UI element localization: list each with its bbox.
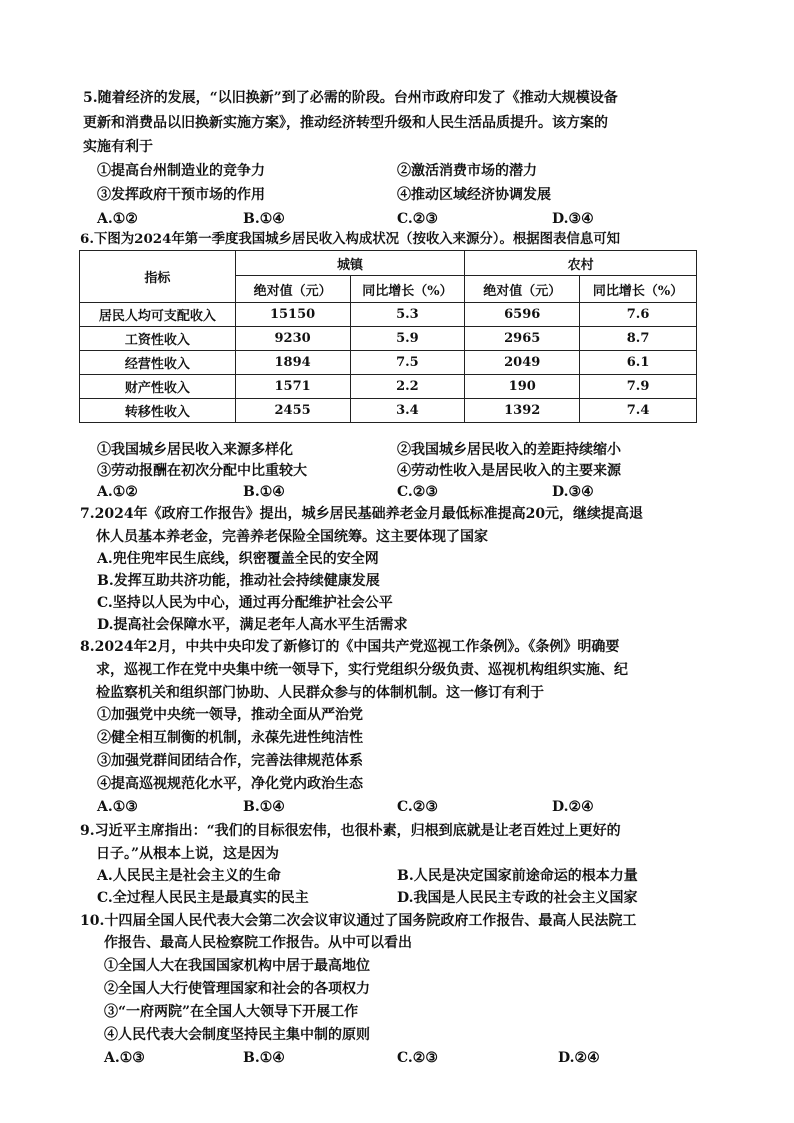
cell-urban-abs: 2455 <box>235 399 350 423</box>
q5-stem-line3: 实施有利于 <box>83 139 153 155</box>
cell-rural-abs: 1392 <box>465 399 580 423</box>
cell-urban-abs: 1571 <box>235 375 350 399</box>
cell-rural-growth: 8.7 <box>580 327 697 351</box>
q9-stem-line1: 9.习近平主席指出：“我们的目标很宏伟，也很朴素，归根到底就是让老百姓过上更好的 <box>80 823 621 839</box>
q10-choice-c: C.②③ <box>397 1050 438 1066</box>
q9-stem-line2: 日子。”从根本上说，这是因为 <box>96 846 280 862</box>
table-row <box>80 399 697 423</box>
income-table <box>79 250 697 423</box>
row-label: 财产性收入 <box>80 375 236 399</box>
cell-urban-growth: 2.2 <box>350 375 465 399</box>
cell-rural-abs: 6596 <box>465 303 580 327</box>
q5-choice-b: B.①④ <box>243 211 285 227</box>
table-header-urban-growth: 同比增长（%） <box>350 276 465 303</box>
q6-item-4: ④劳动性收入是居民收入的主要来源 <box>397 463 621 479</box>
table-row <box>80 303 697 327</box>
cell-urban-growth: 5.3 <box>350 303 465 327</box>
q10-item-4: ④人民代表大会制度坚持民主集中制的原则 <box>104 1027 370 1043</box>
cell-urban-abs: 9230 <box>235 327 350 351</box>
q8-stem-line1: 8.2024年2月，中共中央印发了新修订的《中国共产党巡视工作条例》。《条例》明确要 <box>80 639 620 655</box>
table-header-indicator: 指标 <box>80 251 236 303</box>
cell-urban-growth: 7.5 <box>350 351 465 375</box>
q8-choice-a: A.①③ <box>97 799 138 815</box>
cell-urban-abs: 15150 <box>235 303 350 327</box>
row-label: 居民人均可支配收入 <box>80 303 236 327</box>
q10-choice-b: B.①④ <box>243 1050 285 1066</box>
q7-stem-line1: 7.2024年《政府工作报告》提出，城乡居民基础养老金月最低标准提高20元，继续提高退 <box>80 506 644 522</box>
q10-stem-line2: 作报告、最高人民检察院工作报告。从中可以看出 <box>104 935 412 951</box>
q5-item-1: ①提高台州制造业的竞争力 <box>97 163 265 179</box>
q6-choice-b: B.①④ <box>243 484 285 500</box>
q6-item-3: ③劳动报酬在初次分配中比重较大 <box>97 463 307 479</box>
table-header-urban: 城镇 <box>235 251 465 276</box>
table-row <box>80 327 697 351</box>
q5-stem-line2: 更新和消费品以旧换新实施方案》，推动经济转型升级和人民生活品质提升。该方案的 <box>83 115 608 131</box>
q8-item-2: ②健全相互制衡的机制，永葆先进性纯洁性 <box>97 730 363 746</box>
q6-item-2: ②我国城乡居民收入的差距持续缩小 <box>397 442 621 458</box>
q10-stem-line1: 10.十四届全国人民代表大会第二次会议审议通过了国务院政府工作报告、最高人民法院工 <box>80 913 637 929</box>
q6-choice-d: D.③④ <box>552 484 594 500</box>
q8-item-4: ④提高巡视规范化水平，净化党内政治生态 <box>97 776 363 792</box>
q9-choice-a: A.人民民主是社会主义的生命 <box>97 868 281 884</box>
q7-stem-line2: 休人员基本养老金，完善养老保险全国统筹。这主要体现了国家 <box>96 529 488 545</box>
table-row <box>80 351 697 375</box>
cell-rural-growth: 7.9 <box>580 375 697 399</box>
q5-choice-d: D.③④ <box>552 211 594 227</box>
q5-stem-line1: 5.随着经济的发展，“以旧换新”到了必需的阶段。台州市政府印发了《推动大规模设备 <box>83 90 618 106</box>
q10-item-2: ②全国人大行使管理国家和社会的各项权力 <box>104 981 370 997</box>
q10-item-1: ①全国人大在我国国家机构中居于最高地位 <box>104 958 370 974</box>
cell-urban-growth: 5.9 <box>350 327 465 351</box>
q9-choice-b: B.人民是决定国家前途命运的根本力量 <box>397 868 638 884</box>
q6-choice-c: C.②③ <box>397 484 438 500</box>
cell-rural-growth: 7.4 <box>580 399 697 423</box>
cell-rural-growth: 7.6 <box>580 303 697 327</box>
q8-item-3: ③加强党群间团结合作，完善法律规范体系 <box>97 753 363 769</box>
q10-choice-d: D.②④ <box>558 1050 600 1066</box>
row-label: 转移性收入 <box>80 399 236 423</box>
table-header-rural-growth: 同比增长（%） <box>580 276 697 303</box>
q8-choice-d: D.②④ <box>552 799 594 815</box>
row-label: 经营性收入 <box>80 351 236 375</box>
table-header-rural: 农村 <box>465 251 697 276</box>
cell-rural-abs: 2965 <box>465 327 580 351</box>
q6-choice-a: A.①② <box>97 484 138 500</box>
q8-stem-line3: 检监察机关和组织部门协助、人民群众参与的体制机制。这一修订有利于 <box>96 685 544 701</box>
q7-choice-c: C.坚持以人民为中心，通过再分配维护社会公平 <box>97 595 393 611</box>
q6-stem-line1: 6.下图为2024年第一季度我国城乡居民收入构成状况（按收入来源分）。根据图表信息可知 <box>80 231 620 247</box>
q5-item-4: ④推动区域经济协调发展 <box>397 187 551 203</box>
q9-choice-d: D.我国是人民民主专政的社会主义国家 <box>397 890 638 906</box>
q8-choice-b: B.①④ <box>243 799 285 815</box>
q5-choice-a: A.①② <box>97 211 138 227</box>
q8-choice-c: C.②③ <box>397 799 438 815</box>
q6-item-1: ①我国城乡居民收入来源多样化 <box>97 442 293 458</box>
q7-choice-b: B.发挥互助共济功能，推动社会持续健康发展 <box>97 573 380 589</box>
cell-urban-abs: 1894 <box>235 351 350 375</box>
cell-rural-abs: 2049 <box>465 351 580 375</box>
cell-rural-growth: 6.1 <box>580 351 697 375</box>
q10-choice-a: A.①③ <box>104 1050 145 1066</box>
cell-urban-growth: 3.4 <box>350 399 465 423</box>
q5-item-3: ③发挥政府干预市场的作用 <box>97 187 265 203</box>
q7-choice-d: D.提高社会保障水平，满足老年人高水平生活需求 <box>97 617 408 633</box>
q8-item-1: ①加强党中央统一领导，推动全面从严治党 <box>97 707 363 723</box>
cell-rural-abs: 190 <box>465 375 580 399</box>
q10-item-3: ③“一府两院”在全国人大领导下开展工作 <box>104 1004 359 1020</box>
q5-item-2: ②激活消费市场的潜力 <box>397 163 537 179</box>
q9-choice-c: C.全过程人民民主是最真实的民主 <box>97 890 309 906</box>
q7-choice-a: A.兜住兜牢民生底线，织密覆盖全民的安全网 <box>97 551 379 567</box>
q8-stem-line2: 求，巡视工作在党中央集中统一领导下，实行党组织分级负责、巡视机构组织实施、纪 <box>96 662 628 678</box>
table-row <box>80 375 697 399</box>
row-label: 工资性收入 <box>80 327 236 351</box>
table-header-rural-abs: 绝对值（元） <box>465 276 580 303</box>
q5-choice-c: C.②③ <box>397 211 438 227</box>
table-header-urban-abs: 绝对值（元） <box>235 276 350 303</box>
